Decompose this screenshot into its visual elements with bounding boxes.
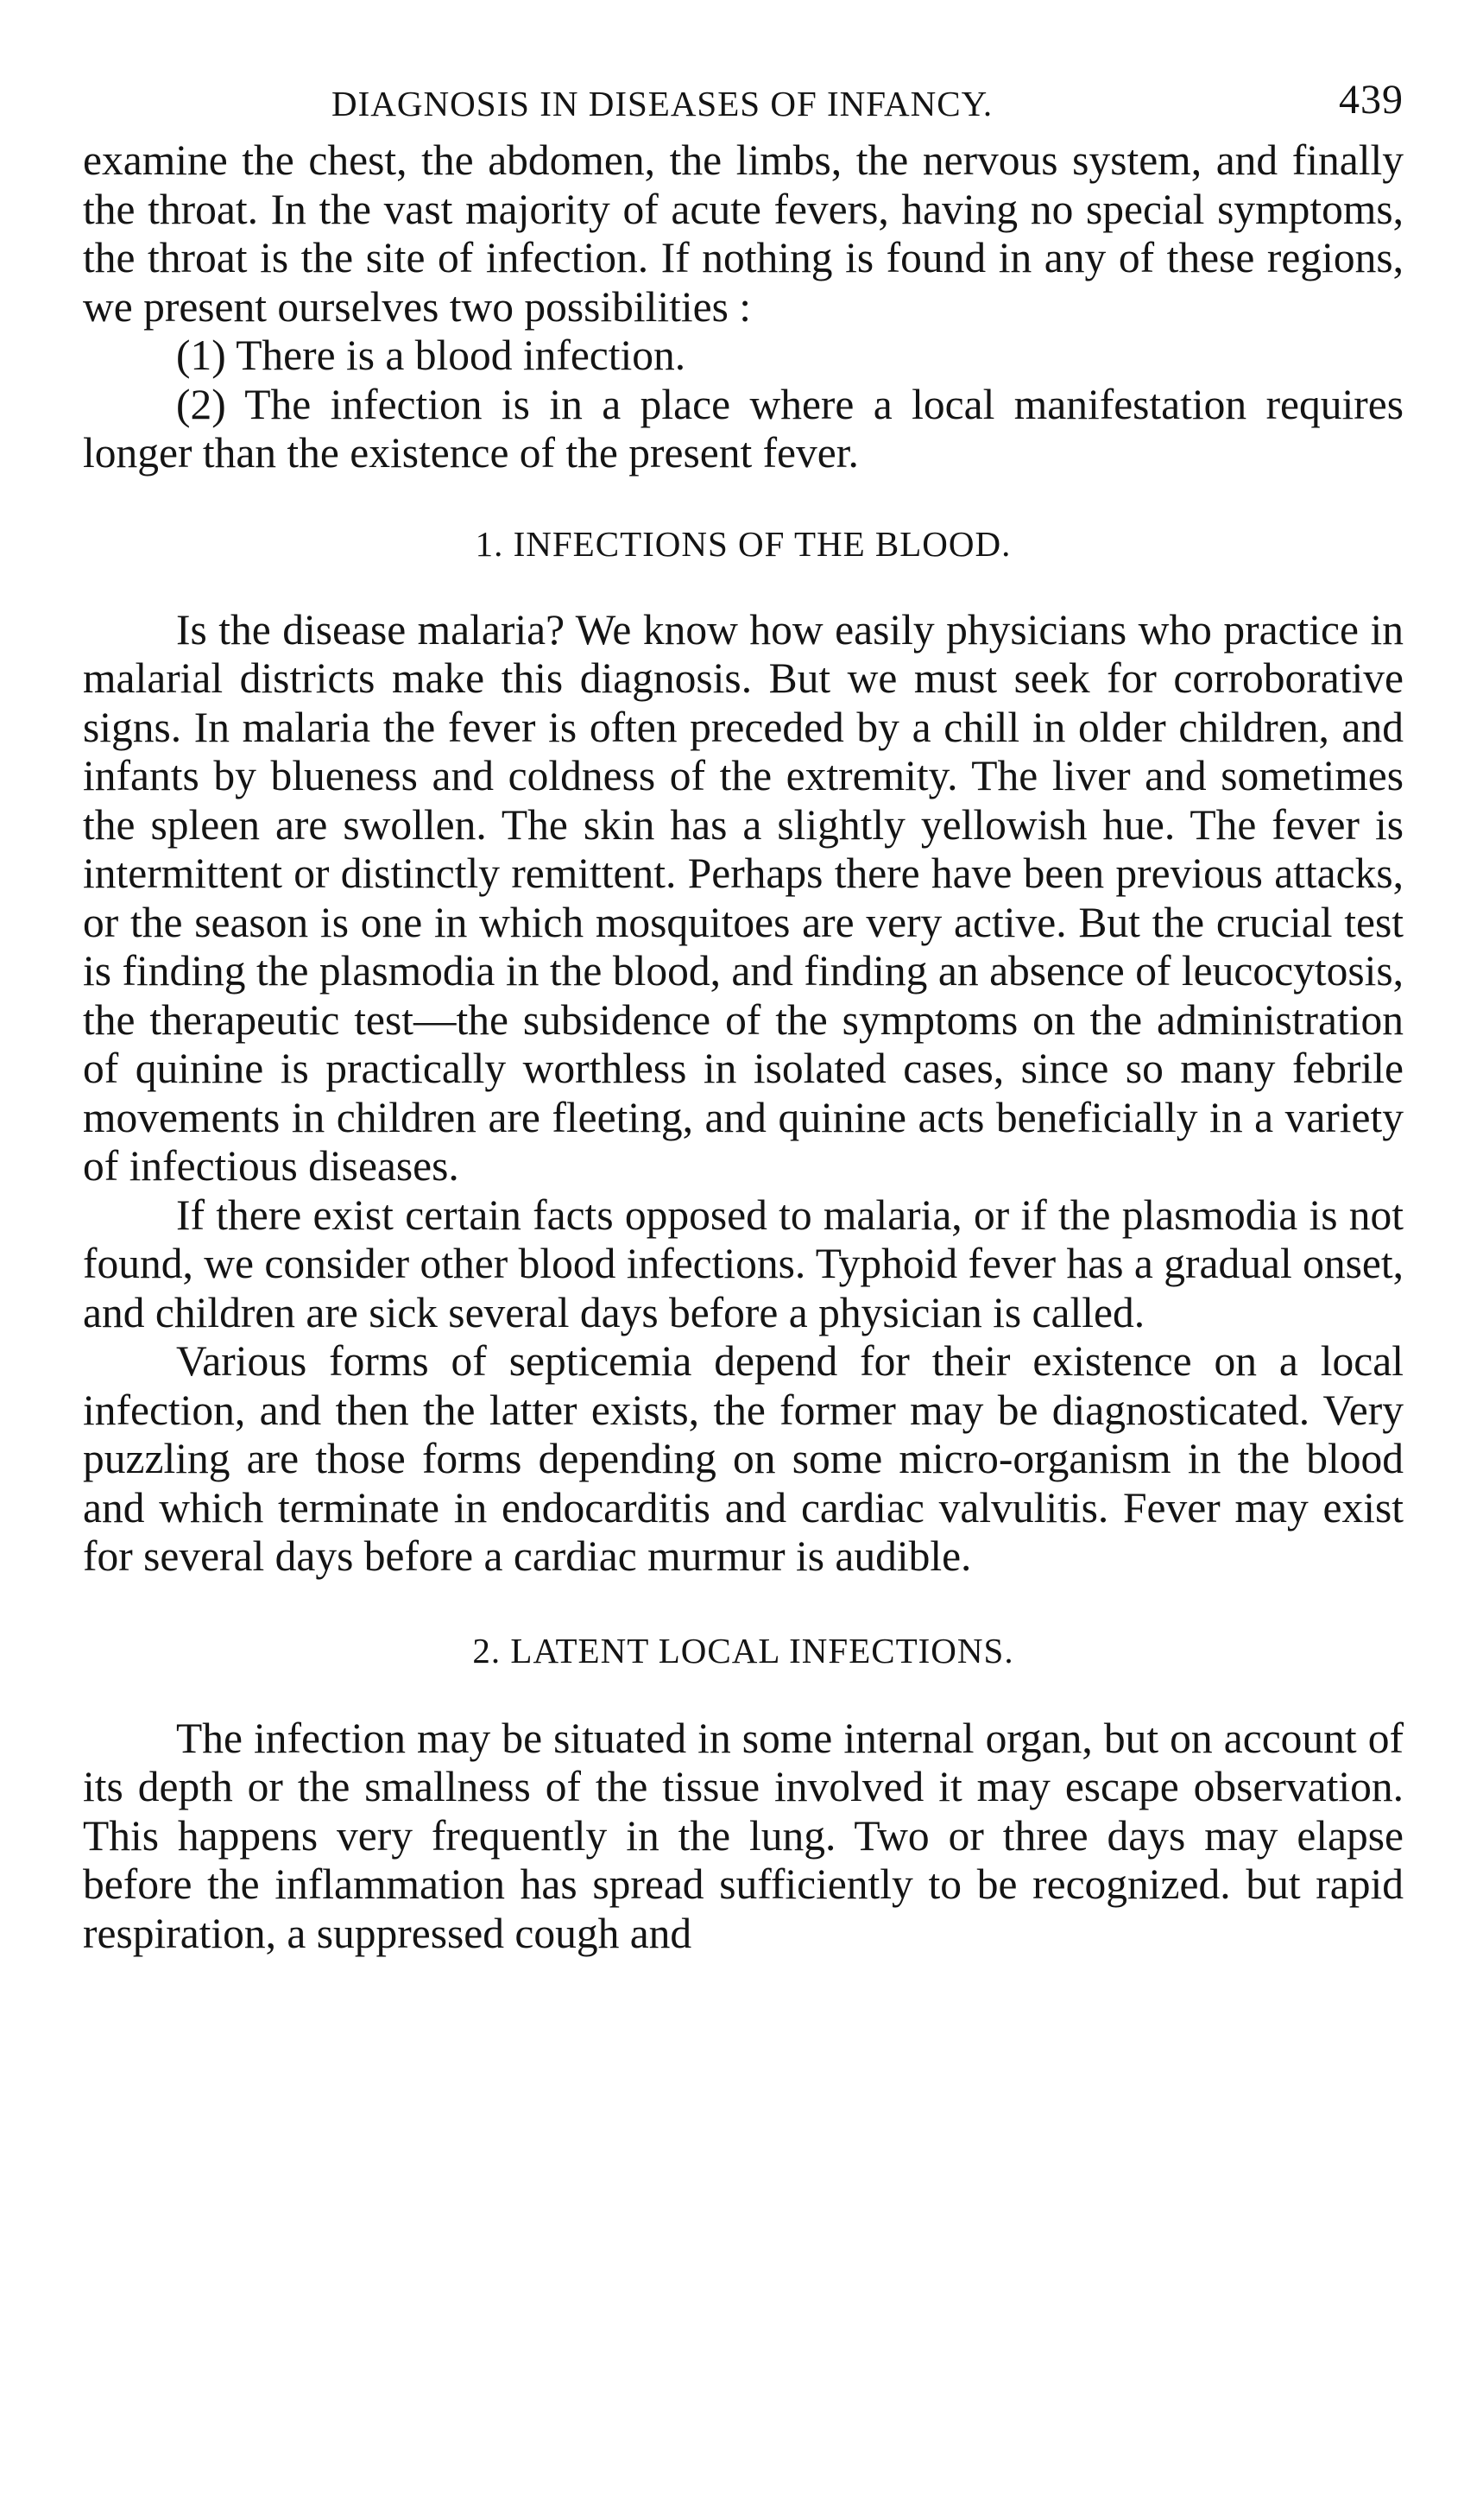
book-page — [83, 76, 1404, 1958]
section-heading-latent-infections: 2. LATENT LOCAL INFECTIONS. — [472, 1630, 1014, 1671]
malaria-paragraph: Is the disease malaria? We know how easily physicians who practice in malarial districts make this diagnosis. But we must seek for corroborative signs. In malaria the fever is often preceded by a chill in older children, and infants by blueness and coldness of the extremity. The liver and sometimes the spleen are swollen. The skin has a slightly yellowish hue. The fever is intermittent or distinctly remittent. Perhaps there have been previous attacks, or the season is one in which mosquitoes are very active. But the crucial test is finding the plasmodia in the blood, and finding an absence of leucocytosis, the therapeutic test—the subsidence of the symptoms on the administration of quinine is practically worthless in isolated cases, since so many febrile movements in children are fleeting, and quinine acts beneficially in a variety of infectious diseases. — [83, 605, 1404, 1190]
running-title: DIAGNOSIS IN DISEASES OF INFANCY. — [331, 84, 994, 123]
section-heading-blood-infections: 1. INFECTIONS OF THE BLOOD. — [475, 523, 1012, 564]
page-number: 439 — [1339, 77, 1404, 123]
intro-paragraph: examine the chest, the abdomen, the limbs, the nervous system, and finally the throat. In the vast majority of acute fevers, having no special symptoms, the throat is the site of infection. If nothing is found in any of these regions, we present ourselves two possibilities : — [83, 136, 1404, 331]
possibility-item-1: (1) There is a blood infection. — [176, 332, 686, 379]
latent-infection-paragraph: The infection may be situated in some internal organ, but on account of its depth or the smallness of the tissue involved it may escape observation. This happens very frequently in the lung. Two or three days may elapse before the inflammation has spread sufficiently to be recognized. but rapid respiration, a suppressed cough and — [83, 1714, 1404, 1957]
septicemia-paragraph: Various forms of septicemia depend for their existence on a local infection, and then the latter exists, the former may be diagnosticated. Very puzzling are those forms depending on some micro-organism in the blood and which terminate in endocarditis and cardiac valvulitis. Fever may exist for several days before a cardiac murmur is audible. — [83, 1337, 1404, 1580]
running-head — [83, 76, 1404, 136]
possibility-item-2: (2) The infection is in a place where a local manifestation requires longer than the existence of the present fever. — [83, 380, 1404, 477]
other-blood-infections-paragraph: If there exist certain facts opposed to malaria, or if the plasmodia is not found, we consider other blood infections. Typhoid fever has a gradual onset, and children are sick several days before a physician is called. — [83, 1191, 1404, 1336]
